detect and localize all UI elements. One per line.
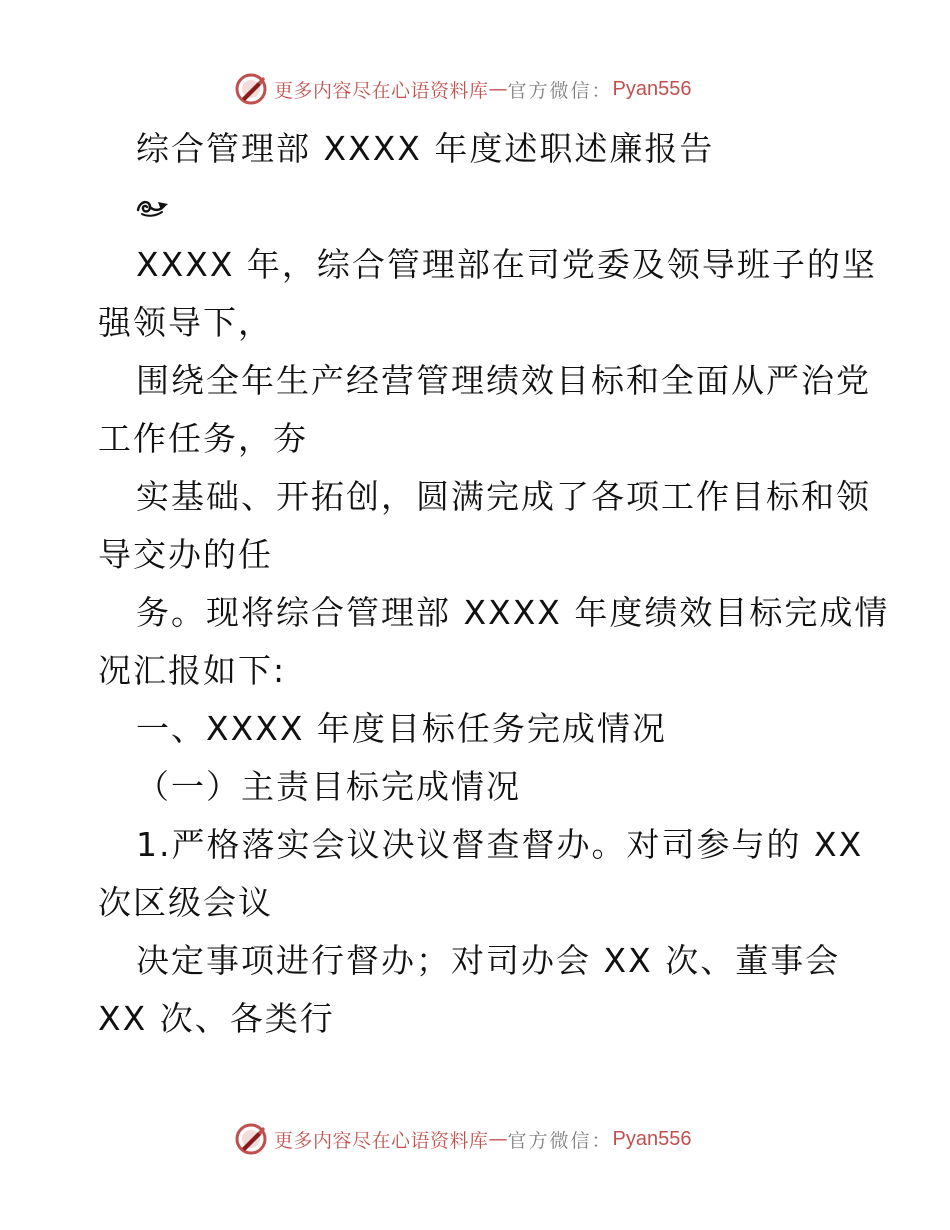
pen-logo-icon bbox=[234, 1122, 268, 1156]
text-line: 导交办的任 bbox=[98, 535, 273, 574]
watermark-label: 官方微信： bbox=[507, 1129, 613, 1152]
pen-logo-icon bbox=[234, 72, 268, 106]
text-line: 围绕全年生产经营管理绩效目标和全面从严治党 bbox=[136, 361, 871, 400]
text-line: 务。现将综合管理部 XXXX 年度绩效目标完成情 bbox=[136, 593, 890, 632]
text-line: 一、XXXX 年度目标任务完成情况 bbox=[136, 709, 667, 748]
footer-watermark bbox=[234, 1122, 734, 1156]
text-line: 况汇报如下: bbox=[98, 651, 287, 690]
text-line: 决定事项进行督办；对司办会 XX 次、董事会 bbox=[136, 941, 841, 980]
text-line: XXXX 年，综合管理部在司党委及领导班子的坚 bbox=[136, 245, 877, 284]
text-line: 次区级会议 bbox=[98, 883, 273, 922]
watermark-id: Pyan556 bbox=[612, 1127, 692, 1150]
watermark-id: Pyan556 bbox=[612, 77, 692, 100]
watermark-dash: — bbox=[488, 1128, 508, 1150]
text-line: 强领导下， bbox=[98, 303, 273, 342]
flourish-ornament-icon bbox=[136, 196, 170, 218]
text-line: XX 次、各类行 bbox=[98, 999, 335, 1038]
text-line: 实基础、开拓创，圆满完成了各项工作目标和领 bbox=[136, 477, 871, 516]
text-line: 工作任务，夯 bbox=[98, 419, 308, 458]
text-line: （一）主责目标完成情况 bbox=[136, 767, 521, 806]
watermark-text: 更多内容尽在心语资料库 bbox=[274, 1129, 489, 1152]
text-line: 1.严格落实会议决议督查督办。对司参与的 XX bbox=[136, 825, 864, 864]
watermark-dash: — bbox=[488, 78, 508, 100]
document-title: 综合管理部 XXXX 年度述职述廉报告 bbox=[136, 129, 715, 168]
watermark-text: 更多内容尽在心语资料库 bbox=[274, 79, 489, 102]
header-watermark bbox=[234, 72, 734, 106]
ornament-row bbox=[98, 178, 858, 236]
watermark-label: 官方微信： bbox=[507, 79, 613, 102]
paragraph-lines bbox=[98, 236, 890, 1048]
document-body bbox=[98, 120, 890, 1048]
